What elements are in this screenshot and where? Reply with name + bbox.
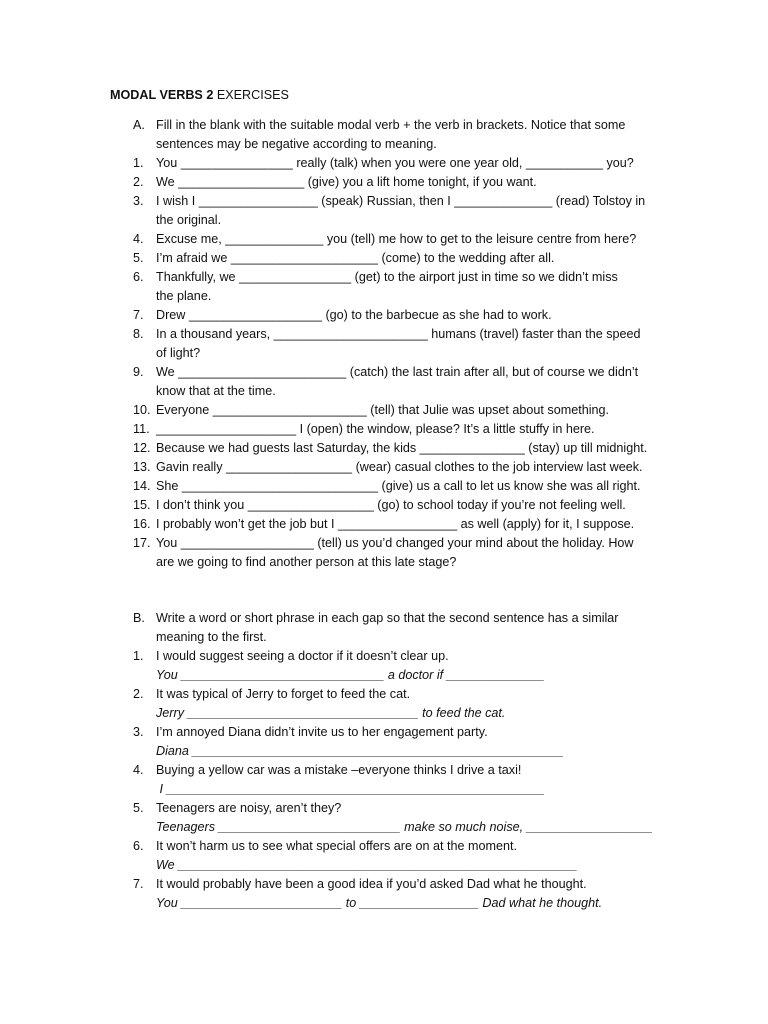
item-number: 7. — [133, 877, 144, 891]
exercise-item — [133, 306, 673, 325]
exercise-item — [133, 192, 673, 230]
item-number: 10. — [133, 403, 151, 417]
item-text: Because we had guests last Saturday, the kids _______________ (stay) up till midnight. — [156, 441, 648, 455]
item-number: 8. — [133, 327, 144, 341]
item-number: 7. — [133, 308, 144, 322]
item-number: 5. — [133, 801, 144, 815]
exercise-item — [133, 439, 673, 458]
item-number: 2. — [133, 687, 144, 701]
exercise-item — [133, 173, 673, 192]
exercise-item — [133, 534, 673, 572]
item-text: Teenagers are noisy, aren’t they? — [156, 801, 342, 815]
item-number: 13. — [133, 460, 151, 474]
item-number: 12. — [133, 441, 151, 455]
instruction-line: sentences may be negative according to meaning. — [156, 137, 437, 151]
item-number: 14. — [133, 479, 151, 493]
item-number: 3. — [133, 194, 144, 208]
section-instruction — [133, 116, 673, 154]
answer-line: Diana _____________________________________________________ — [156, 744, 564, 758]
item-text: You ___________________ (tell) us you’d changed your mind about the holiday. How — [156, 536, 634, 550]
item-text: I wish I _________________ (speak) Russian, then I ______________ (read) Tolstoy in — [156, 194, 646, 208]
title-rest: EXERCISES — [213, 88, 289, 102]
item-text: I don’t think you __________________ (go) to school today if you’re not feeling well. — [156, 498, 626, 512]
section-letter: A. — [133, 118, 145, 132]
item-number: 6. — [133, 839, 144, 853]
item-number: 1. — [133, 649, 144, 663]
item-text: know that at the time. — [156, 384, 276, 398]
item-text: Gavin really __________________ (wear) casual clothes to the job interview last week. — [156, 460, 643, 474]
item-text: Buying a yellow car was a mistake –everyone thinks I drive a taxi! — [156, 763, 522, 777]
exercise-item — [133, 647, 673, 685]
item-text: the plane. — [156, 289, 212, 303]
item-text: ____________________ I (open) the window, please? It’s a little stuffy in here. — [156, 422, 595, 436]
item-number: 6. — [133, 270, 144, 284]
exercise-item — [133, 723, 673, 761]
item-number: 2. — [133, 175, 144, 189]
exercise-item — [133, 875, 673, 913]
item-text: I’m annoyed Diana didn’t invite us to her engagement party. — [156, 725, 488, 739]
exercise-item — [133, 420, 673, 439]
item-text: Thankfully, we ________________ (get) to the airport just in time so we didn’t miss — [156, 270, 618, 284]
item-text: She ____________________________ (give) us a call to let us know she was all right. — [156, 479, 641, 493]
answer-line: You _____________________________ a doctor if ______________ — [156, 668, 545, 682]
exercise-item — [133, 496, 673, 515]
instruction-line: Write a word or short phrase in each gap so that the second sentence has a similar — [156, 611, 619, 625]
item-text: Drew ___________________ (go) to the barbecue as she had to work. — [156, 308, 552, 322]
exercise-item — [133, 325, 673, 363]
item-number: 17. — [133, 536, 151, 550]
item-text: It was typical of Jerry to forget to feed the cat. — [156, 687, 411, 701]
item-number: 16. — [133, 517, 151, 531]
exercise-item — [133, 230, 673, 249]
exercise-item — [133, 154, 673, 173]
exercise-item — [133, 685, 673, 723]
item-number: 3. — [133, 725, 144, 739]
item-text: Everyone ______________________ (tell) that Julie was upset about something. — [156, 403, 609, 417]
exercise-item — [133, 515, 673, 534]
title-bold: MODAL VERBS 2 — [110, 88, 214, 102]
item-text: In a thousand years, ______________________ humans (travel) faster than the speed — [156, 327, 641, 341]
exercise-item — [133, 363, 673, 401]
exercise-item — [133, 799, 673, 837]
item-number: 15. — [133, 498, 151, 512]
item-text: We ________________________ (catch) the last train after all, but of course we didn’t — [156, 365, 639, 379]
item-text: I probably won’t get the job but I _________________ as well (apply) for it, I suppose. — [156, 517, 635, 531]
item-text: Excuse me, ______________ you (tell) me how to get to the leisure centre from here? — [156, 232, 637, 246]
exercise-item — [133, 837, 673, 875]
item-text: are we going to find another person at this late stage? — [156, 555, 457, 569]
item-text: of light? — [156, 346, 201, 360]
item-text: It would probably have been a good idea if you’d asked Dad what he thought. — [156, 877, 587, 891]
item-text: You ________________ really (talk) when you were one year old, ___________ you? — [156, 156, 634, 170]
section-a — [133, 116, 673, 572]
item-number: 5. — [133, 251, 144, 265]
item-number: 4. — [133, 232, 144, 246]
page-title — [110, 86, 289, 105]
item-text: It won’t harm us to see what special offers are on at the moment. — [156, 839, 517, 853]
answer-line: Jerry _________________________________ to feed the cat. — [156, 706, 506, 720]
exercise-item — [133, 268, 673, 306]
answer-line: You _______________________ to _________________ Dad what he thought. — [156, 896, 603, 910]
item-text: I’m afraid we _____________________ (come) to the wedding after all. — [156, 251, 555, 265]
answer-line: Teenagers __________________________ make so much noise, __________________ — [156, 820, 653, 834]
item-text: I would suggest seeing a doctor if it doesn’t clear up. — [156, 649, 449, 663]
item-number: 9. — [133, 365, 144, 379]
answer-line: I ______________________________________________________ — [156, 782, 545, 796]
answer-line: We _________________________________________________________ — [156, 858, 578, 872]
exercise-item — [133, 477, 673, 496]
instruction-line: Fill in the blank with the suitable modal verb + the verb in brackets. Notice that some — [156, 118, 626, 132]
item-text: We __________________ (give) you a lift home tonight, if you want. — [156, 175, 537, 189]
section-instruction — [133, 609, 673, 647]
instruction-line: meaning to the first. — [156, 630, 267, 644]
section-b — [133, 609, 673, 913]
item-number: 11. — [133, 422, 150, 436]
item-text: the original. — [156, 213, 222, 227]
exercise-item — [133, 401, 673, 420]
item-number: 1. — [133, 156, 144, 170]
section-letter: B. — [133, 611, 145, 625]
item-number: 4. — [133, 763, 144, 777]
exercise-item — [133, 458, 673, 477]
exercise-item — [133, 249, 673, 268]
exercise-item — [133, 761, 673, 799]
